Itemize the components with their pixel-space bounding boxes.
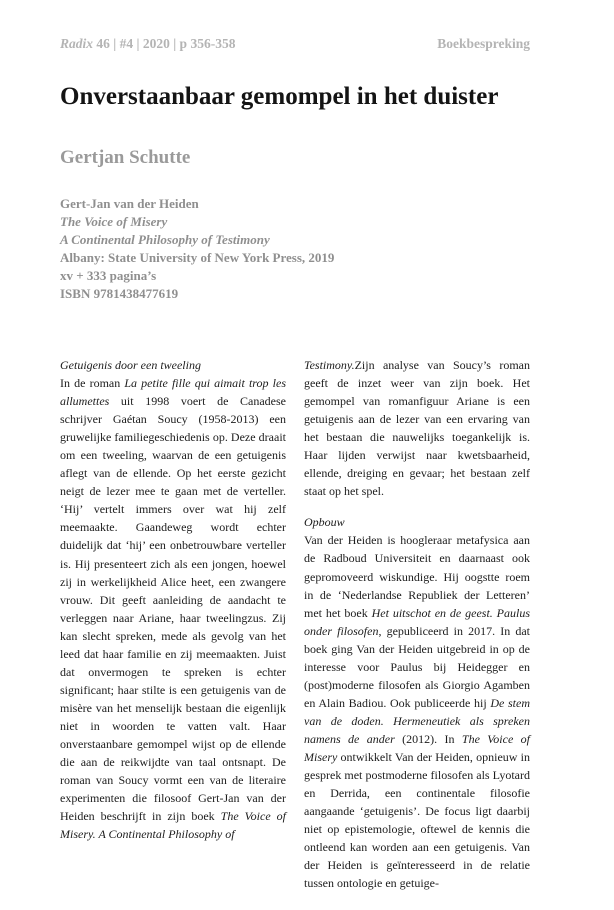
section-gap: [304, 500, 530, 513]
article-author: Gertjan Schutte: [60, 147, 191, 168]
issue-info: 46 | #4 | 2020 | p 356-358: [96, 36, 236, 51]
left-column: [60, 356, 286, 843]
book-reference: Testimony.: [304, 358, 355, 372]
article-title: Onverstaanbaar gemompel in het duister: [60, 83, 499, 110]
italic-title: De stem van de doden. Hermeneutiek als spreken namens de ander: [304, 695, 530, 746]
section-heading: Getuigenis door een tweeling: [60, 358, 201, 372]
book-pages: xv + 333 pagina’s: [60, 268, 157, 283]
section-heading: Opbouw: [304, 515, 345, 530]
book-details: [60, 195, 530, 303]
journal-citation: [60, 36, 235, 52]
paragraph-intro: [60, 374, 286, 843]
paragraph-continuation: [304, 356, 530, 500]
running-head: [60, 36, 530, 54]
book-reference: The Voice of Misery. A Continental Philosophy of: [60, 809, 287, 842]
book-isbn: ISBN 9781438477619: [60, 286, 179, 301]
italic-title: The Voice of Misery: [304, 731, 530, 764]
journal-name: Radix: [60, 36, 94, 51]
book-author: Gert-Jan van der Heiden: [60, 196, 199, 211]
text-run: Van der Heiden is hoogleraar metafysica aan de Radboud Universiteit en daarnaast ook gepromoveerd wiskundige. Hij oogstte roem in de ‘Nederlandse Republiek der Letteren’ met het boek: [304, 533, 530, 620]
book-subtitle: A Continental Philosophy of Testimony: [60, 232, 270, 247]
right-column: [304, 356, 530, 892]
book-title: The Voice of Misery: [60, 214, 168, 229]
text-run: (2012). In: [394, 731, 462, 746]
text-run: uit 1998 voert de Canadese schrijver Gaétan Soucy (1958-2013) een gruwelijke familiegeschiedenis op. Deze draait om een tweeling, waarvan de een getuigenis aflegt van de ellende. Op het eerste gezicht neigt de lezer mee te gaan met de verteller. ‘Hij’ vertelt immers over wat hij zelf meemaakte. Gaandeweg wordt echter duidelijk dat ‘hij’ een onbetrouwbare verteller is. Hij presenteert zich als een jongen, hoewel zij in werkelijkheid Alice heet, een zwangere vrouw. Dit geeft aanleiding de aandacht te verleggen naar Ariane, haar tweelingzus. Zij kan slecht spreken, mede als gevolg van het leed dat haar familie en zij meemaakten. Juist dat onvermogen te spreken is echter significant; haar stilte is een getuigenis van de misère van het menselijk bestaan die eigenlijk niet in woorden te vatten valt. Haar onverstaanbare gemompel wijst op de ellende die aan de reikwijdte van taal ontsnapt. De roman van Soucy vormt een van de literaire experimenten die filosoof Gert-Jan van der Heiden beschrijft in zijn boek: [60, 394, 286, 824]
section-label: Boekbespreking: [437, 36, 530, 51]
text-run: In de roman: [60, 376, 125, 391]
text-run: ontwikkelt Van der Heiden, opnieuw in gesprek met postmoderne filosofen als Lyotard en Derrida, een continentale filosofie aangaande ‘getuigenis’. De focus ligt daarbij niet op epistemologie, oftewel de kennis die ontleend kan worden aan een getuigenis. Van der Heiden is geïnteresseerd in de relatie tussen ontologie en getuige-: [304, 749, 530, 891]
novel-title: La petite fille qui aimait trop les allumettes: [60, 376, 286, 409]
text-run: , gepubliceerd in 2017. In dat boek ging Van der Heiden uitgebreid in op de interesse voor Paulus bij Heidegger en (post)moderne filosofen als Giorgio Agamben en Alain Badiou. Ook publiceerde hij: [304, 623, 530, 710]
italic-title: Het uitschot en de geest. Paulus onder filosofen: [304, 605, 530, 638]
book-publisher: Albany: State University of New York Press, 2019: [60, 250, 335, 265]
paragraph-opbouw: [304, 531, 530, 892]
text-run: Zijn analyse van Soucy’s roman geeft de inzet weer van zijn boek. Het gemompel van romanfiguur Ariane is een getuigenis aan de lezer van een ervaring van het bestaan die nauwelijks toegankelijk is. Haar lijden verwijst naar kwetsbaarheid, ellende, dreiging en gevaar; het bestaan zelf staat op het spel.: [304, 358, 530, 499]
